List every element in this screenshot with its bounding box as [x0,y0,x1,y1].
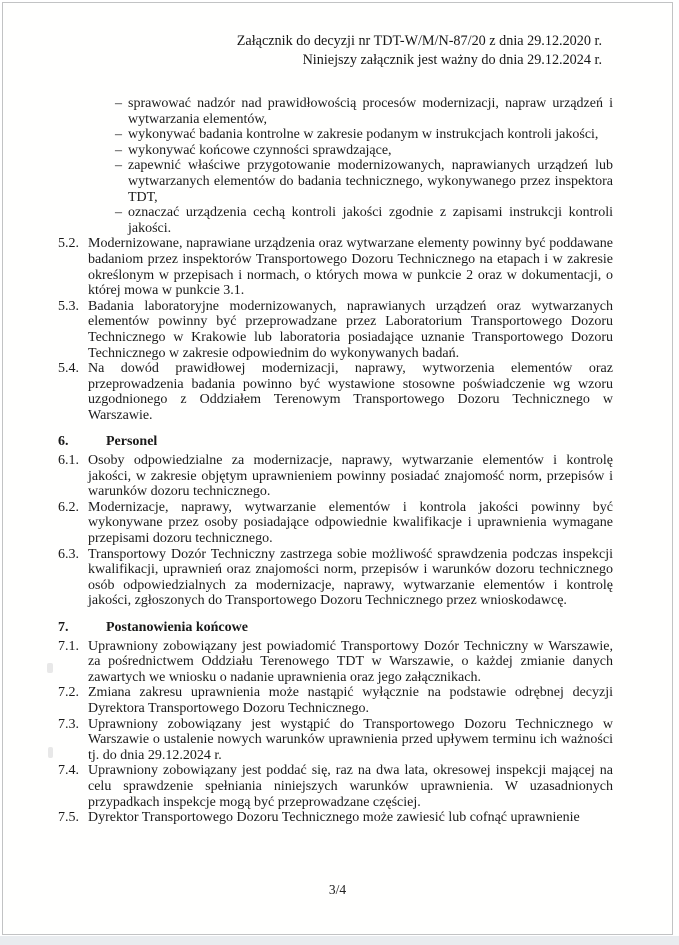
document-page [2,2,673,935]
list-item [115,158,613,205]
list-item [115,143,613,159]
clause-text: Osoby odpowiedzialne za modernizacje, naprawy, wytwarzanie elementów i kontrolę jakości, w zakresie objętym uprawnieniem powinny posiadać znajomość norm, przepisów i warunków dozoru technicznego. [88,453,613,500]
clause-text: Transportowy Dozór Techniczny zastrzega sobie możliwość sprawdzenia podczas inspekcji kwalifikacji, uprawnień oraz znajomości norm, przepisów i warunków dozoru technicznego osób odpowiedzialnych za modernizacje, naprawy, wytwarzanie elementów i kontrolę jakości, zgłoszonych do Transportowego Dozoru Technicznego przez wnioskodawcę. [88,546,613,609]
clause-number: 7.1. [58,638,79,654]
list-item [115,205,613,236]
clause-text: Modernizacje, naprawy, wytwarzanie elementów i kontrola jakości powinny być wykonywane przez osoby posiadające odpowiednie kwalifikacje i uprawnienia wymagane przepisami dozoru technicznego. [88,499,613,547]
clause-number: 7.3. [58,716,79,732]
scan-artifact [48,747,53,758]
clause-text: Modernizowane, naprawiane urządzenia oraz wytwarzane elementy powinny być poddawane badaniom przez inspektorów Transportowego Dozoru Technicznego na etapach i w zakresie określonym w przepisach i normach, o których mowa w punkcie 2 oraz w dokumentacji, o której mowa w punkcie 3.1. [88,236,613,299]
clause-text: Na dowód prawidłowej modernizacji, naprawy, wytworzenia elementów oraz przeprowadzenia badania powinno być wystawione stosowne poświadczenie wg wzoru uzgodnionego z Oddziałem Terenowym Transportowego Dozoru Technicznego w Warszawie. [88,361,613,423]
list-item-text: oznaczać urządzenia cechą kontroli jakości zgodnie z zapisami instrukcji kontroli jakości. [128,205,613,236]
clause-number: 6.3. [58,546,79,562]
section-title: Postanowienia końcowe [106,620,248,635]
clause-5-2 [58,236,613,298]
clause-6-2 [58,500,613,547]
dash-marker: – [115,96,122,111]
list-item-text: wykonywać końcowe czynności sprawdzające, [128,142,392,158]
attachment-header [3,3,672,70]
clause-text: Dyrektor Transportowego Dozoru Technicznego może zawiesić lub cofnąć uprawnienie [88,810,580,826]
list-item-text: sprawować nadzór nad prawidłowością procesów modernizacji, napraw urządzeń i wytwarzania elementów, [128,96,613,127]
clause-text: Uprawniony zobowiązany jest powiadomić Transportowy Dozór Techniczny w Warszawie, za pośrednictwem Oddziału Terenowego TDT w Warszawie, o każdej zmianie danych zawartych we wniosku o nadanie uprawnienia oraz jego załącznikach. [88,638,613,685]
header-line-1: Załącznik do decyzji nr TDT-W/M/N-87/20 z dnia 29.12.2020 r. [236,33,602,49]
clause-text: Uprawniony zobowiązany jest wystąpić do Transportowego Dozoru Technicznego w Warszawie o ustalenie nowych warunków uprawnienia przed upływem terminu ich ważności tj. do dnia 29.12.2024 r. [88,716,613,763]
dash-marker: – [115,158,122,174]
section-6-heading [58,434,613,450]
clause-text: Badania laboratoryjne modernizowanych, naprawianych urządzeń oraz wytwarzanych elementów powinny być przeprowadzane przez Laboratorium Transportowego Dozoru Technicznego w Krakowie lub laboratoria posiadające uznanie Transportowego Dozoru Technicznego w zakresie odpowiednim do wykonywanych badań. [88,298,613,361]
list-item-text: wykonywać badania kontrolne w zakresie podanym w instrukcjach kontroli jakości, [128,127,599,143]
header-line-2: Niniejszy załącznik jest ważny do dnia 29.12.2024 r. [302,52,602,68]
clause-7-1 [58,639,613,686]
dash-marker: – [115,127,122,143]
list-item [115,96,613,127]
section-number: 7. [58,620,69,635]
clause-7-4 [58,763,613,810]
list-item-text: zapewnić właściwe przygotowanie modernizowanych, naprawianych urządzeń lub wytwarzanych elementów do badania technicznego, wykonywanego przez inspektora TDT, [128,158,613,205]
list-item [115,127,613,143]
document-body [58,96,613,826]
clause-5-3 [58,299,613,361]
dash-list [115,96,613,236]
clause-number: 7.5. [58,810,79,826]
clause-7-5 [58,810,613,826]
section-title: Personel [106,434,158,450]
dash-marker: – [115,205,122,221]
section-number: 6. [58,434,69,450]
clause-text: Zmiana zakresu uprawnienia może nastąpić wyłącznie na podstawie odrębnej decyzji Dyrektora Transportowego Dozoru Technicznego. [88,685,613,716]
clause-5-4 [58,361,613,423]
clause-7-3 [58,717,613,764]
scan-edge-strip [0,936,679,945]
page-number: 3/4 [328,882,347,897]
clause-number: 5.2. [58,236,79,252]
clause-6-1 [58,453,613,500]
clause-7-2 [58,685,613,716]
clause-text: Uprawniony zobowiązany jest poddać się, raz na dwa lata, okresowej inspekcji mającej na celu sprawdzenie spełniania niniejszych warunków uprawnienia. W uzasadnionych przypadkach inspekcje mogą być przeprowadzane częściej. [88,763,613,810]
clause-number: 6.2. [58,499,79,515]
clause-number: 5.4. [58,361,79,377]
dash-marker: – [115,142,122,158]
clause-number: 7.2. [58,685,79,701]
scan-artifact [47,663,53,673]
clause-number: 5.3. [58,298,79,314]
clause-number: 6.1. [58,453,79,469]
clause-number: 7.4. [58,763,79,779]
clause-6-3 [58,547,613,609]
section-7-heading [58,620,613,636]
